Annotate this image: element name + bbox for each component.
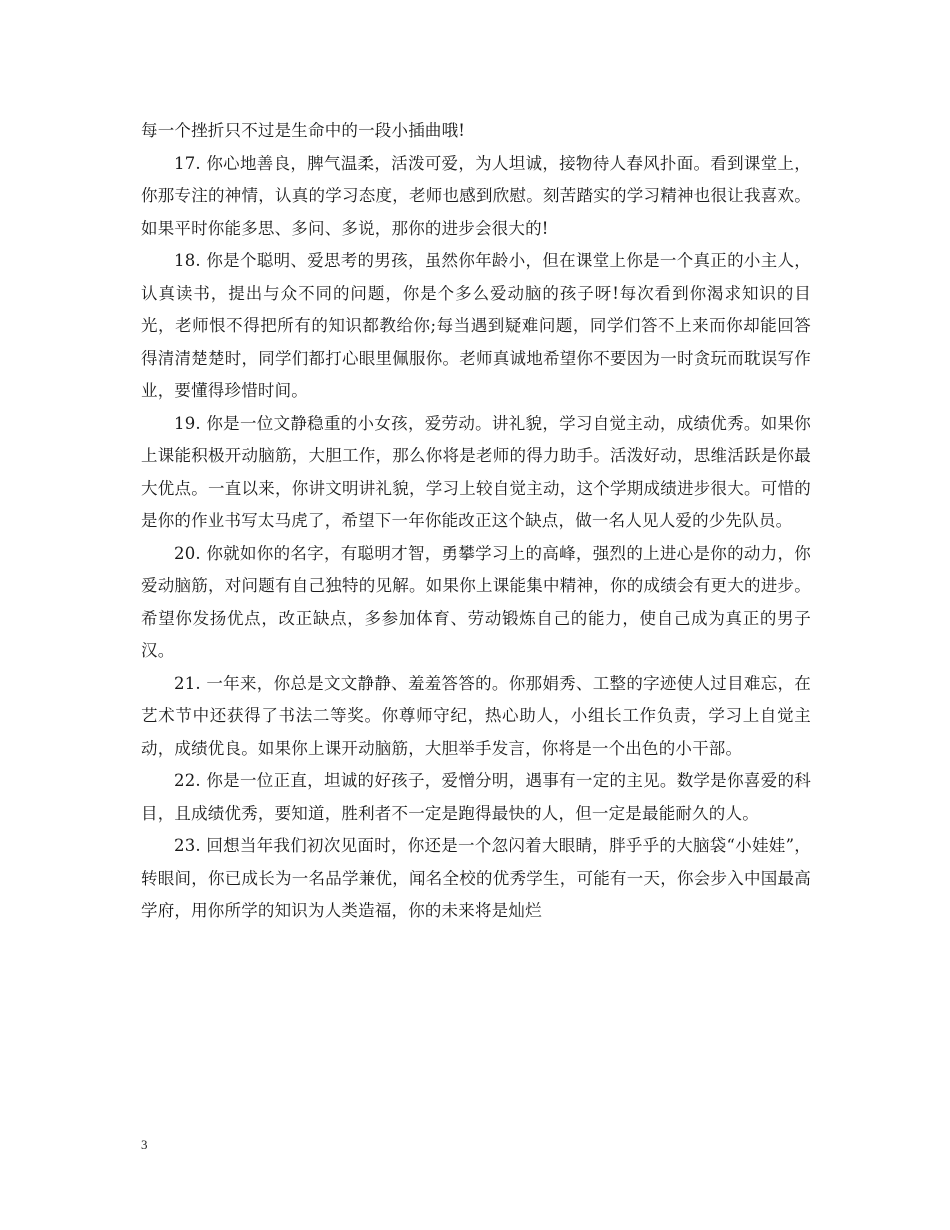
page-number: 3 bbox=[141, 1137, 148, 1152]
paragraph-18: 18. 你是个聪明、爱思考的男孩，虽然你年龄小，但在课堂上你是一个真正的小主人，认真读书，提出与众不同的问题，你是个多么爱动脑的孩子呀!每次看到你渴求知识的目光，老师恨不得把所有的知识都教给你;每当遇到疑难问题，同学们答不上来而你却能回答得清清楚楚时，同学们都打心眼里佩服你。老师真诚地希望你不要因为一时贪玩而耽误写作业，要懂得珍惜时间。 bbox=[141, 251, 811, 400]
paragraph-19: 19. 你是一位文静稳重的小女孩，爱劳动。讲礼貌，学习自觉主动，成绩优秀。如果你上课能积极开动脑筋，大胆工作，那么你将是老师的得力助手。活泼好动，思维活跃是你最大优点。一直以来，你讲文明讲礼貌，学习上较自觉主动，这个学期成绩进步很大。可惜的是你的作业书写太马虎了，希望下一年你能改正这个缺点，做一名人见人爱的少先队员。 bbox=[141, 413, 811, 530]
paragraph-20: 20. 你就如你的名字，有聪明才智，勇攀学习上的高峰，强烈的上进心是你的动力，你爱动脑筋，对问题有自己独特的见解。如果你上课能集中精神，你的成绩会有更大的进步。希望你发扬优点，改正缺点，多参加体育、劳动锻炼自己的能力，使自己成为真正的男子汉。 bbox=[141, 543, 811, 660]
paragraph-23: 23. 回想当年我们初次见面时，你还是一个忽闪着大眼睛，胖乎乎的大脑袋“小娃娃”，转眼间，你已成长为一名品学兼优，闻名全校的优秀学生，可能有一天，你会步入中国最高学府，用你所学的知识为人类造福，你的未来将是灿烂 bbox=[141, 836, 811, 920]
paragraph-21: 21. 一年来，你总是文文静静、羞羞答答的。你那娟秀、工整的字迹使人过目难忘，在艺术节中还获得了书法二等奖。你尊师守纪，热心助人，小组长工作负责，学习上自觉主动，成绩优良。如果你上课开动脑筋，大胆举手发言，你将是一个出色的小干部。 bbox=[141, 673, 811, 758]
paragraph-22: 22. 你是一位正直，坦诚的好孩子，爱憎分明，遇事有一定的主见。数学是你喜爱的科目，且成绩优秀，要知道，胜利者不一定是跑得最快的人，但一定是最能耐久的人。 bbox=[141, 771, 811, 823]
paragraph-17: 17. 你心地善良，脾气温柔，活泼可爱，为人坦诚，接物待人春风扑面。看到课堂上，你那专注的神情，认真的学习态度，老师也感到欣慰。刻苦踏实的学习精神也很让我喜欢。如果平时你能多思、多问、多说，那你的进步会很大的! bbox=[141, 153, 811, 238]
document-body bbox=[141, 115, 811, 928]
paragraph-continuation: 每一个挫折只不过是生命中的一段小插曲哦! bbox=[141, 121, 466, 140]
